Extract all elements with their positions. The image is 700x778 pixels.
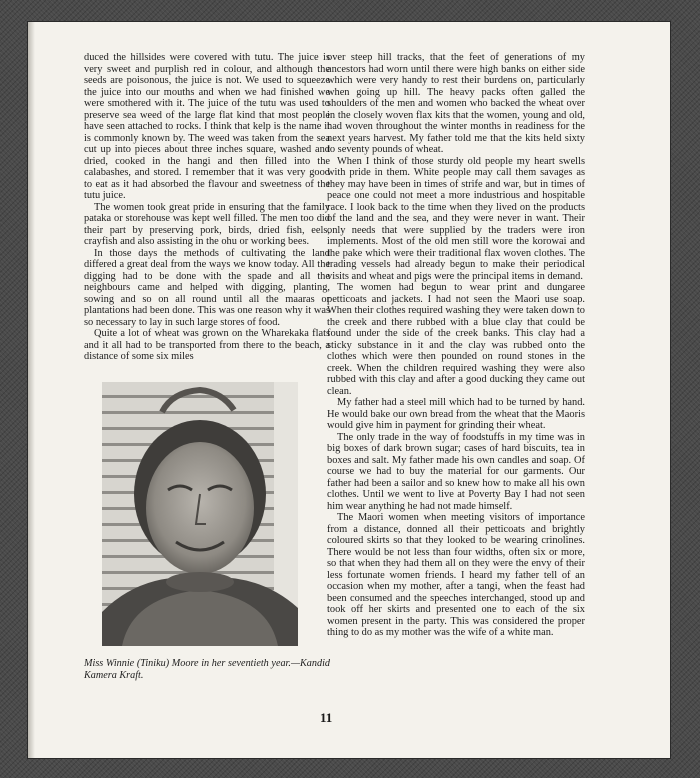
paragraph: When I think of those sturdy old people my heart swells with pride in them. White people may call them savages as they may have been in times of strife and war, but in times of peace one could not meet a more industrious and hospitable race. I look back to the time when they lived on the products of the land and the sea, and they were never in want. Their only needs that were supplied by the traders were iron implements. Most of the old men still wore the korowai and the pake which were their traditional flax woven clothes. The trading vessels had already begun to make their periodical visits and wheat and pigs were the principal items in demand.	[327, 155, 585, 282]
paragraph: The women had begun to wear print and dungaree petticoats and jackets. I had not seen the Maori use soap. When their clothes required washing they were taken down to the creek and there rubbed with a blue clay that could be found under the side of the creek banks. This clay had a sticky substance in it and the clay was rubbed onto the clothes which were then pounded on round stones in the creek. When the children required washing they were also rubbed with this clay and after a good ducking they came out clean.	[327, 282, 585, 397]
paragraph: The only trade in the way of foodstuffs in my time was in big boxes of dark brown sugar; cases of hard biscuits, tea in boxes and salt. My father made his own candles and soap. Of course we had to buy the material for our garments. Our father had been a sailor and so knew how to make all his own clothes. Until we went to live at Poverty Bay I had not seen him wear anything he had not made himself.	[327, 431, 585, 512]
photo-caption: Miss Winnie (Tiniku) Moore in her seventieth year.—Kandid Kamera Kraft.	[84, 658, 330, 681]
right-text-column	[327, 52, 585, 714]
paragraph: The women took great pride in ensuring that the family pataka or storehouse was kept well filled. The men too did their part by preserving pork, birds, dried fish, eels, crayfish and also assisting in the ohu or working bees.	[84, 201, 330, 247]
portrait-illustration	[102, 382, 298, 646]
paragraph: My father had a steel mill which had to be turned by hand. He would bake our own bread from the wheat that the Maoris would give him in payment for grinding their wheat.	[327, 397, 585, 431]
magazine-page	[28, 22, 670, 758]
page-gutter-shadow	[28, 22, 35, 758]
paragraph: over steep hill tracks, that the feet of generations of my ancestors had worn until there were high banks on either side which were very handy to rest their burdens on, particularly when going up hill. The heavy packs often galled the shoulders of the men and women who backed the wheat over in the closely woven flax kits that the women, young and old, had woven throughout the winter months in readiness for the next years harvest. My father told me that the kits held sixty to seventy pounds of wheat.	[327, 52, 585, 155]
page-number: 11	[320, 710, 333, 725]
left-text-column	[84, 52, 330, 382]
paragraph: duced the hillsides were covered with tutu. The juice is very sweet and purplish red in colour, and although the seeds are poisonous, the juice is not. We used to squeeze the juice into our mouths and when we had finished we were smothered with it. The juice of the tutu was used to preserve sea weed of the large flat kind that most people have seen attached to rocks. I think that kelp is the name it is commonly known by. The weed was taken from the sea cut up into pieces about three inches square, washed and dried, cooked in the hangi and then filled into the calabashes, and stored. I remember that it was very good to eat as it had absorbed the flavour and sweetness of the tutu juice.	[84, 52, 330, 201]
portrait-photo	[102, 382, 298, 646]
paragraph: Quite a lot of wheat was grown on the Wharekaka flats and it all had to be transported from there to the beach, a distance of some six miles	[84, 328, 330, 362]
paragraph: The Maori women when meeting visitors of importance from a distance, donned all their petticoats and brightly coloured skirts so that they looked to be wearing crinolines. There would be not less than four widths, often six or more, so that when they had them all on they were the envy of their less fortunate women friends. I heard my father tell of an occasion when my mother, after a tangi, when the feast had been consumed and the speeches interchanged, stood up and took off her skirts and presented one to each of the six women present in the party. This was considered the proper thing to do as my mother was the wife of a white man.	[327, 512, 585, 638]
paragraph: In those days the methods of cultivating the land differed a great deal from the ways we know today. All the digging had to be done with the spade and all the neighbours came and helped with digging, planting, sowing and so on all round until all the maaras or plantations had been done. This was one reason why it was so necessary to lay in such large stores of food.	[84, 247, 330, 328]
